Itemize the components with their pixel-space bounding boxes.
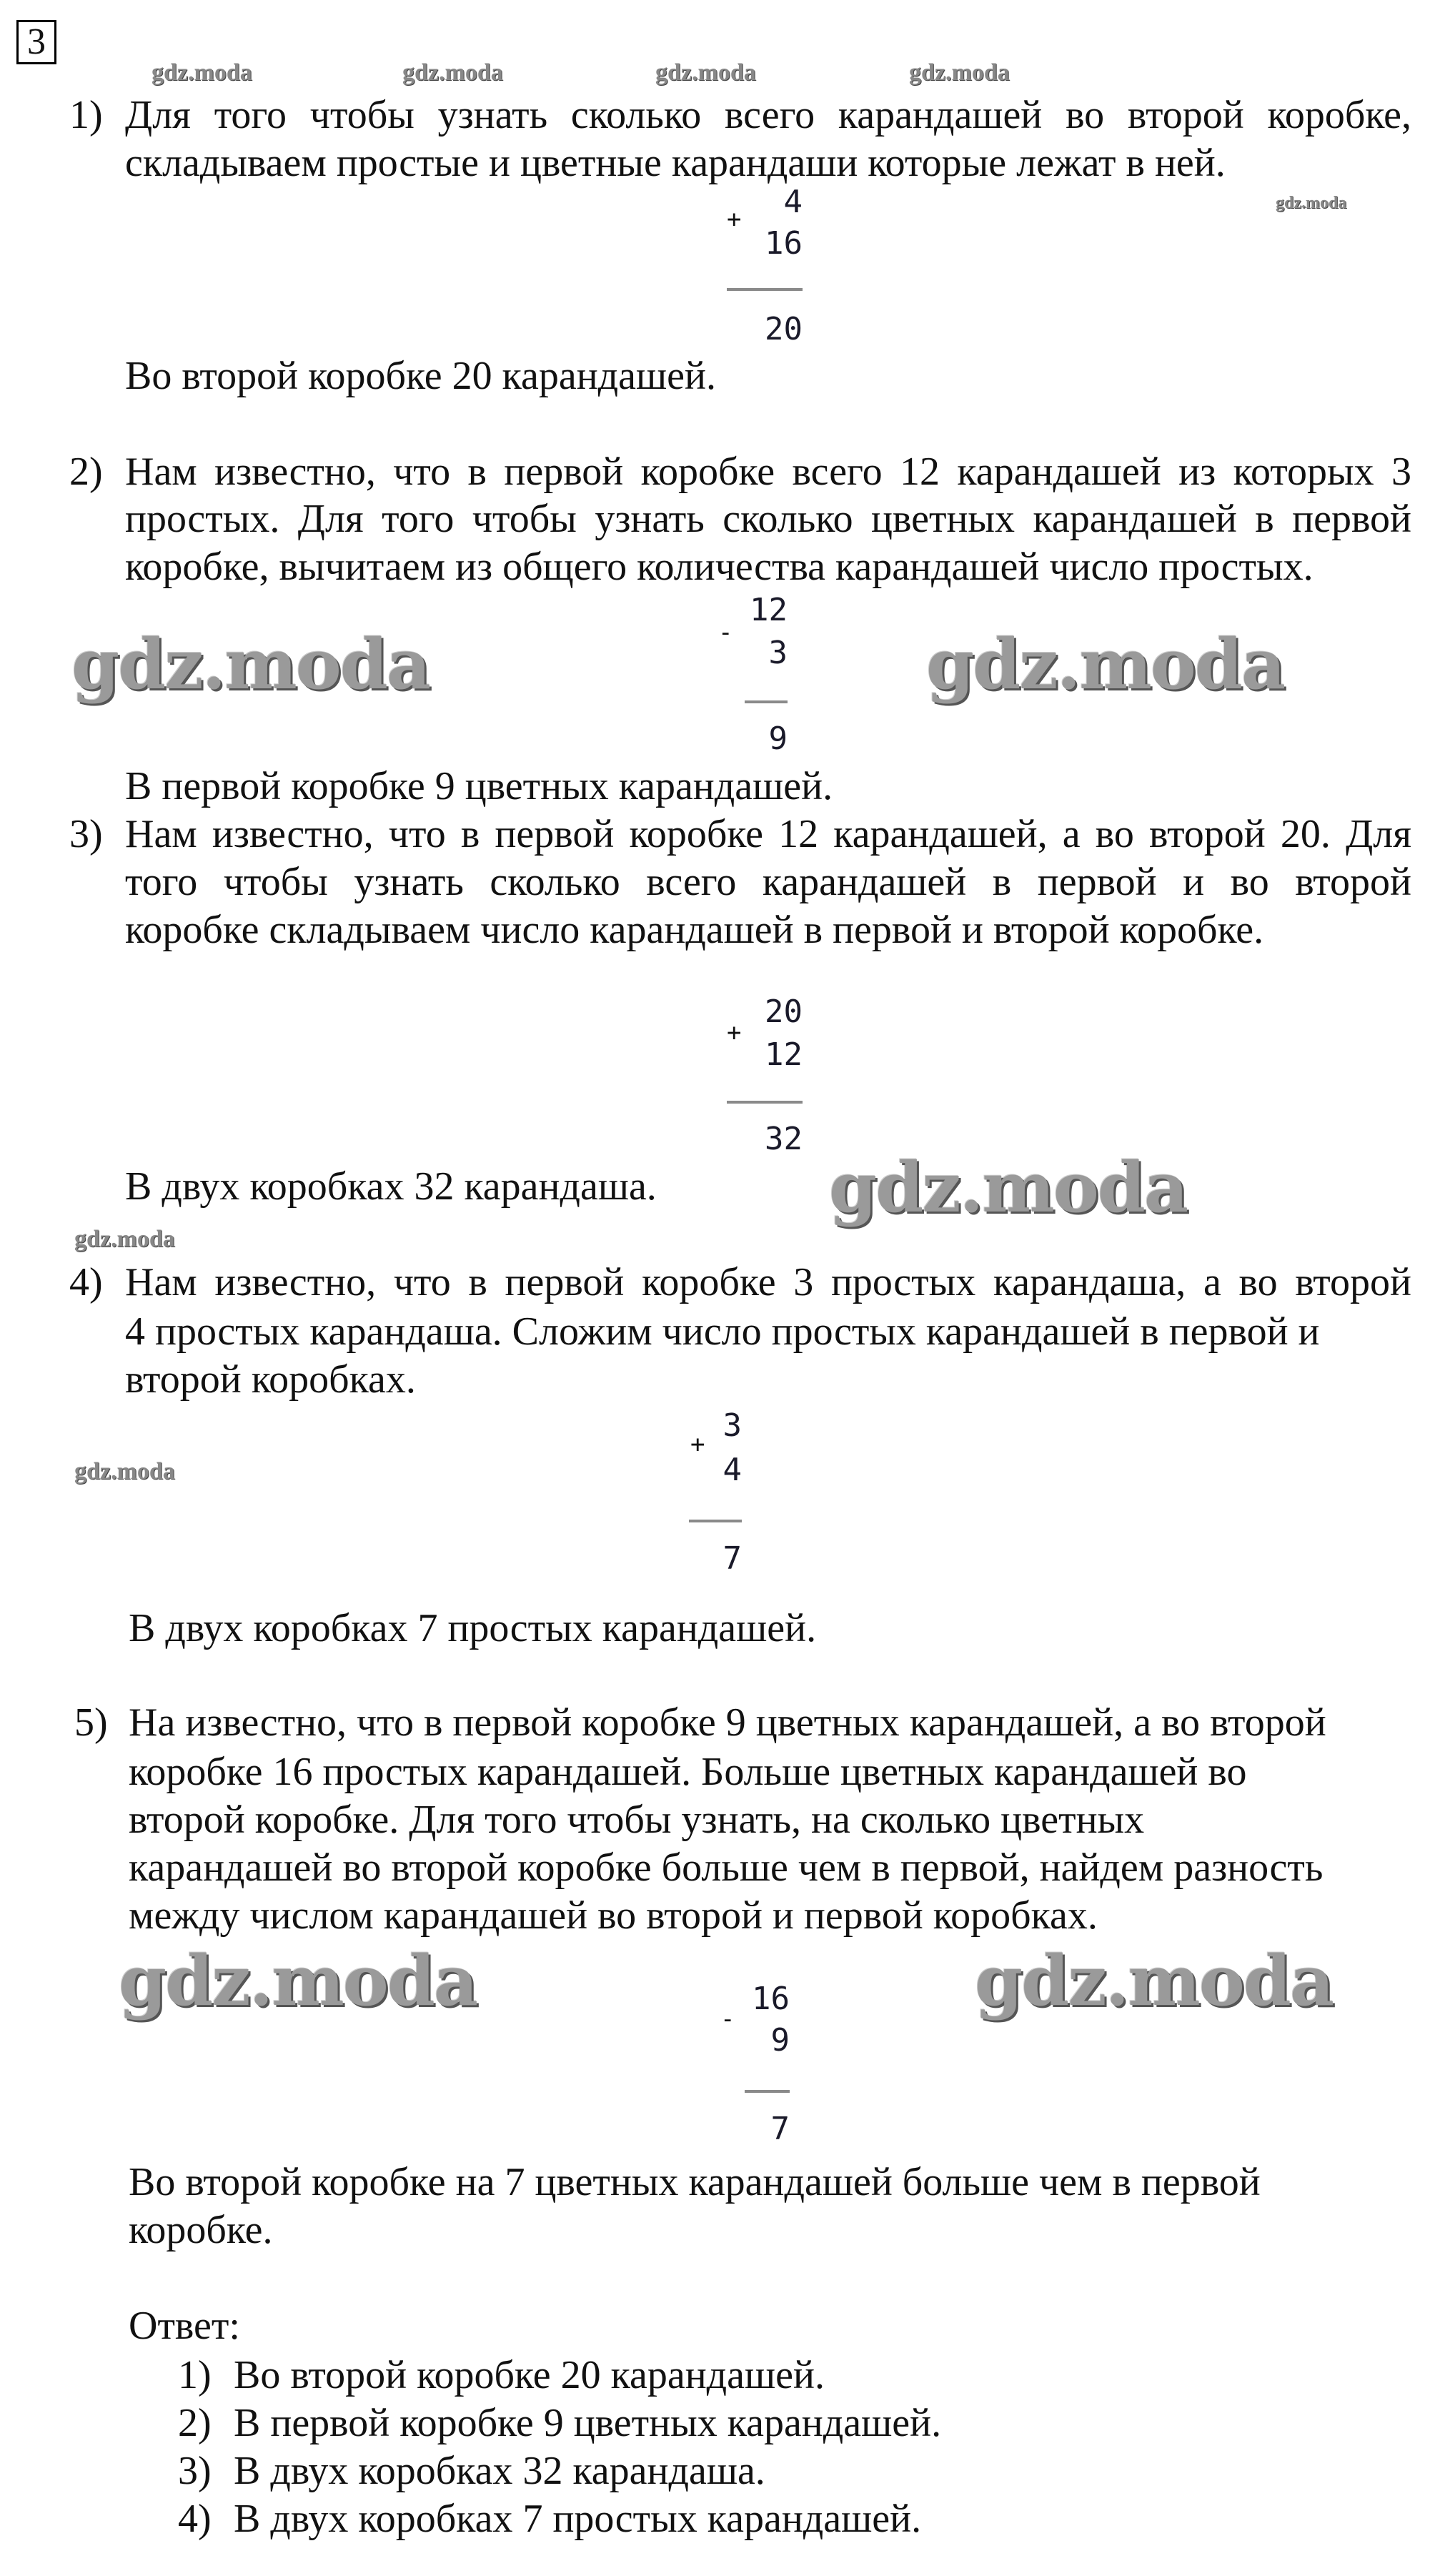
step-label: 5) [74, 1700, 108, 1745]
operand: 12 [750, 592, 788, 628]
answer-label: 4) [178, 2497, 212, 2541]
minus-sign: - [720, 2005, 735, 2033]
step-text-line: 4 простых карандаша. Сложим число простых карандашей в первой и [125, 1309, 1320, 1354]
step-conclusion: В двух коробках 7 простых карандашей. [129, 1606, 817, 1650]
watermark: gdz.moda [71, 624, 430, 705]
watermark: gdz.moda [119, 1941, 477, 2021]
step-text-line: простых. Для того чтобы узнать сколько цветных карандашей в первой [125, 497, 1411, 541]
step-label: 4) [69, 1260, 103, 1304]
result: 20 [765, 311, 803, 347]
operand: 20 [765, 994, 803, 1030]
step-text-line: Нам известно, что в первой коробке всего 12 карандашей из которых 3 [125, 450, 1411, 494]
result-line [727, 1101, 803, 1104]
step-text-line: Нам известно, что в первой коробке 12 карандашей, а во второй 20. Для [125, 812, 1411, 856]
answer-label: 1) [178, 2353, 212, 2397]
watermark: gdz.moda [829, 1147, 1188, 1228]
step-text-line: второй коробке. Для того чтобы узнать, на сколько цветных [129, 1798, 1145, 1842]
watermark: gdz.moda [152, 59, 252, 86]
watermark: gdz.moda [909, 59, 1010, 86]
watermark: gdz.moda [74, 1458, 175, 1485]
operand: 16 [752, 1981, 790, 2017]
step-text-line: На известно, что в первой коробке 9 цветных карандашей, а во второй [129, 1700, 1326, 1745]
step-conclusion: В первой коробке 9 цветных карандашей. [125, 764, 833, 808]
result-line [689, 1520, 742, 1522]
result: 9 [768, 720, 788, 757]
answer-label: 3) [178, 2449, 212, 2493]
operand: 3 [768, 635, 788, 671]
step-text-line: складываем простые и цветные карандаши которые лежат в ней. [125, 141, 1226, 185]
plus-sign: + [690, 1430, 705, 1459]
answer-item: В первой коробке 9 цветных карандашей. [234, 2401, 942, 2445]
operand: 12 [765, 1036, 803, 1073]
step-label: 1) [69, 93, 103, 137]
step-text-line: коробке 16 простых карандашей. Больше цветных карандашей во [129, 1750, 1247, 1794]
watermark: gdz.moda [975, 1941, 1334, 2021]
step-text-line: второй коробках. [125, 1357, 416, 1402]
result-line [727, 288, 803, 291]
operand: 4 [783, 184, 803, 220]
operand: 9 [770, 2022, 790, 2059]
result: 32 [765, 1121, 803, 1157]
step-text-line: между числом карандашей во второй и первой коробках. [129, 1893, 1098, 1938]
task-number: 3 [16, 20, 56, 64]
result-line [745, 2090, 790, 2093]
step-text-line: Для того чтобы узнать сколько всего карандашей во второй коробке, [125, 93, 1411, 137]
watermark: gdz.moda [655, 59, 756, 86]
result-line [745, 700, 788, 703]
answer-title: Ответ: [129, 2304, 240, 2348]
minus-sign: - [718, 618, 733, 647]
step-label: 2) [69, 450, 103, 494]
step-text-line: коробке, вычитаем из общего количества карандашей число простых. [125, 545, 1314, 589]
step-text-line: Нам известно, что в первой коробке 3 простых карандаша, а во второй [125, 1260, 1411, 1304]
step-text-line: того чтобы узнать сколько всего карандашей в первой и во второй [125, 860, 1411, 904]
step-conclusion: Во второй коробке 20 карандашей. [125, 354, 716, 398]
step-conclusion: коробке. [129, 2208, 273, 2252]
operand: 4 [722, 1452, 742, 1488]
watermark: gdz.moda [926, 624, 1285, 705]
plus-sign: + [727, 1019, 742, 1047]
watermark: gdz.moda [74, 1226, 175, 1252]
answer-item: В двух коробках 7 простых карандашей. [234, 2497, 922, 2541]
result: 7 [770, 2111, 790, 2147]
watermark: gdz.moda [1276, 194, 1347, 212]
operand: 3 [722, 1407, 742, 1444]
result: 7 [722, 1540, 742, 1577]
step-text-line: коробке складываем число карандашей в первой и второй коробке. [125, 908, 1264, 952]
plus-sign: + [727, 205, 742, 234]
step-text-line: карандашей во второй коробке больше чем в первой, найдем разность [129, 1846, 1324, 1890]
answer-label: 2) [178, 2401, 212, 2445]
answer-item: В двух коробках 32 карандаша. [234, 2449, 765, 2493]
watermark: gdz.moda [402, 59, 503, 86]
step-conclusion: В двух коробках 32 карандаша. [125, 1164, 657, 1209]
operand: 16 [765, 225, 803, 262]
step-conclusion: Во второй коробке на 7 цветных карандашей больше чем в первой [129, 2160, 1261, 2204]
answer-item: Во второй коробке 20 карандашей. [234, 2353, 825, 2397]
step-label: 3) [69, 812, 103, 856]
